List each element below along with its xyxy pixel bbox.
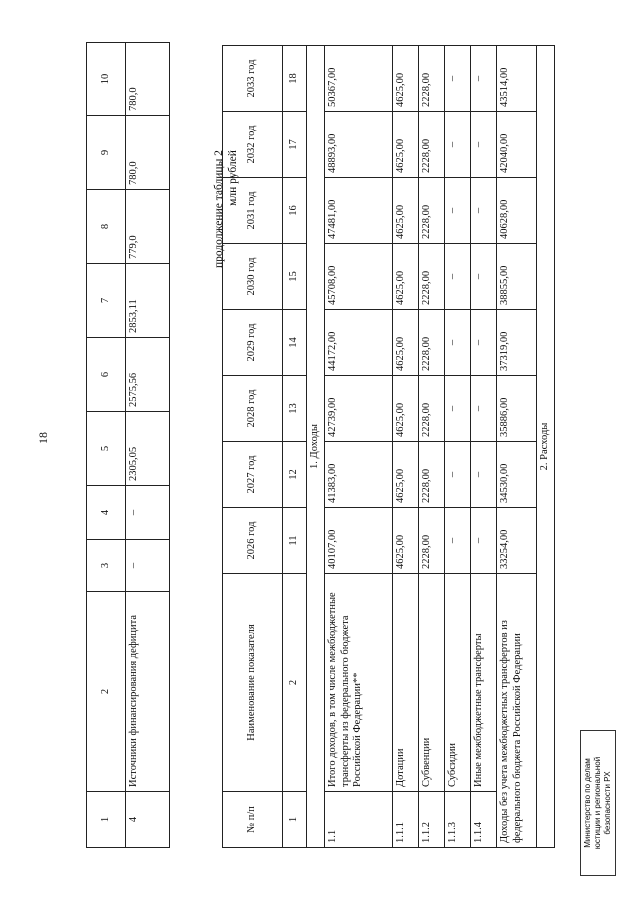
table2-cell: 44172,00 bbox=[325, 310, 393, 376]
table2-cell: Наименование показателя bbox=[223, 574, 283, 792]
table-row bbox=[497, 46, 537, 848]
table2-cell: 47481,00 bbox=[325, 178, 393, 244]
table2-cell: 2029 год bbox=[223, 310, 283, 376]
registration-stamp bbox=[580, 730, 616, 876]
table2-section-row bbox=[307, 46, 325, 848]
table2-cell: 11 bbox=[283, 508, 307, 574]
table2-cell: 17 bbox=[283, 112, 307, 178]
table2-header-row bbox=[223, 46, 283, 848]
table2-cell: 1.1 bbox=[325, 792, 393, 848]
table2-cell: 37319,00 bbox=[497, 310, 537, 376]
table2-cell: – bbox=[471, 508, 497, 574]
table1-header-cell: 10 bbox=[87, 43, 126, 116]
table1-cell: 2575,56 bbox=[126, 338, 170, 412]
table1-cell: 2305,05 bbox=[126, 412, 170, 486]
table1-cell: – bbox=[126, 486, 170, 540]
table2-cell: 12 bbox=[283, 442, 307, 508]
table2 bbox=[222, 45, 555, 848]
table1-cell: 2853,11 bbox=[126, 264, 170, 338]
table2-cell: 4625,00 bbox=[393, 112, 419, 178]
stamp-line: юстиции и региональной bbox=[593, 756, 602, 850]
table2-cell: 4625,00 bbox=[393, 310, 419, 376]
table2-cell: 2027 год bbox=[223, 442, 283, 508]
table1-cell: 779,0 bbox=[126, 190, 170, 264]
page-number: 18 bbox=[36, 432, 50, 444]
table2-cell: 4625,00 bbox=[393, 442, 419, 508]
table2-cell: 33254,00 bbox=[497, 508, 537, 574]
table2-section-row bbox=[537, 46, 555, 848]
table2-cell: 2033 год bbox=[223, 46, 283, 112]
table2-cell: 1.1.2 bbox=[419, 792, 445, 848]
table1 bbox=[86, 42, 170, 848]
table2-cell: 4625,00 bbox=[393, 376, 419, 442]
table2-cell: 2228,00 bbox=[419, 310, 445, 376]
table2-cell: 2228,00 bbox=[419, 46, 445, 112]
table2-cell: – bbox=[445, 244, 471, 310]
table2-cell: 2030 год bbox=[223, 244, 283, 310]
table2-cell: 40628,00 bbox=[497, 178, 537, 244]
table2-cell: – bbox=[471, 376, 497, 442]
table2-cell: – bbox=[471, 178, 497, 244]
table1-cell: 4 bbox=[126, 792, 170, 848]
table2-cell: 2228,00 bbox=[419, 376, 445, 442]
table2-cell: 18 bbox=[283, 46, 307, 112]
continuation-units: млн рублей bbox=[227, 150, 239, 206]
table2-cell: Итого доходов, в том числе межбюджетные трансферты из федерального бюджета Российской Федерации** bbox=[325, 574, 393, 792]
table2-cell: 2228,00 bbox=[419, 112, 445, 178]
table2-cell: 2. Расходы bbox=[537, 46, 555, 848]
table2-cell: 45708,00 bbox=[325, 244, 393, 310]
table2-cell: Субвенции bbox=[419, 574, 445, 792]
table2-cell: № п/п bbox=[223, 792, 283, 848]
table2-cell: 2032 год bbox=[223, 112, 283, 178]
table2-cell: – bbox=[445, 508, 471, 574]
table1-header-cell: 6 bbox=[87, 338, 126, 412]
table2-cell: 1.1.1 bbox=[393, 792, 419, 848]
table2-cell: 16 bbox=[283, 178, 307, 244]
table2-cell: – bbox=[445, 178, 471, 244]
table1-header-cell: 2 bbox=[87, 592, 126, 792]
stamp-line: Министерство по делам bbox=[583, 758, 592, 848]
table2-cell: 13 bbox=[283, 376, 307, 442]
table2-cell: 4625,00 bbox=[393, 244, 419, 310]
table-row bbox=[126, 43, 170, 848]
table2-cell: Доходы без учета межбюджетных трансфертов из федерального бюджета Российской Федерации bbox=[497, 574, 537, 848]
continuation-title: продолжение таблицы 2 bbox=[213, 150, 225, 268]
table1-header-cell: 7 bbox=[87, 264, 126, 338]
table2-cell: 2228,00 bbox=[419, 244, 445, 310]
table1-header-cell: 4 bbox=[87, 486, 126, 540]
table2-cell: Дотации bbox=[393, 574, 419, 792]
table2-cell: 42739,00 bbox=[325, 376, 393, 442]
table2-cell: 4625,00 bbox=[393, 178, 419, 244]
table2-cell: – bbox=[471, 244, 497, 310]
table1-header-cell: 3 bbox=[87, 540, 126, 592]
table2-cell: 38855,00 bbox=[497, 244, 537, 310]
table2-cell: 41383,00 bbox=[325, 442, 393, 508]
table2-cell: – bbox=[445, 310, 471, 376]
table2-cell: 2228,00 bbox=[419, 508, 445, 574]
table1-header-cell: 5 bbox=[87, 412, 126, 486]
table2-cell: 2228,00 bbox=[419, 442, 445, 508]
table2-cell: 34530,00 bbox=[497, 442, 537, 508]
table2-cell: 2028 год bbox=[223, 376, 283, 442]
table2-cell: 15 bbox=[283, 244, 307, 310]
table2-cell: – bbox=[445, 112, 471, 178]
table2-cell: 4625,00 bbox=[393, 46, 419, 112]
table2-cell: – bbox=[445, 442, 471, 508]
table1-header-cell: 9 bbox=[87, 116, 126, 190]
table2-cell: 1 bbox=[283, 792, 307, 848]
table1-cell: 780,0 bbox=[126, 116, 170, 190]
table-row bbox=[419, 46, 445, 848]
table2-cell: – bbox=[471, 46, 497, 112]
table2-cell: 40107,00 bbox=[325, 508, 393, 574]
stamp-line: безопасности РХ bbox=[603, 771, 612, 835]
table-row bbox=[471, 46, 497, 848]
table2-cell: 4625,00 bbox=[393, 508, 419, 574]
table2-cell: 2228,00 bbox=[419, 178, 445, 244]
table1-header-cell: 1 bbox=[87, 792, 126, 848]
table1-cell: 780,0 bbox=[126, 43, 170, 116]
table2-cell: – bbox=[471, 442, 497, 508]
table2-cell: Иные межбюджетные трансферты bbox=[471, 574, 497, 792]
table-row bbox=[393, 46, 419, 848]
table2-cell: Субсидии bbox=[445, 574, 471, 792]
table2-cell: – bbox=[445, 376, 471, 442]
table2-cell: 1.1.4 bbox=[471, 792, 497, 848]
table2-cell: 43514,00 bbox=[497, 46, 537, 112]
table2-cell: – bbox=[445, 46, 471, 112]
table-row bbox=[445, 46, 471, 848]
table1-header-row bbox=[87, 43, 126, 848]
table2-cell: 48893,00 bbox=[325, 112, 393, 178]
table2-cell: – bbox=[471, 112, 497, 178]
table2-container bbox=[222, 46, 559, 848]
table2-cell: 35886,00 bbox=[497, 376, 537, 442]
table2-cell: 1.1.3 bbox=[445, 792, 471, 848]
table1-header-cell: 8 bbox=[87, 190, 126, 264]
table2-cell: 14 bbox=[283, 310, 307, 376]
table2-cell: 2026 год bbox=[223, 508, 283, 574]
table2-colnum-row bbox=[283, 46, 307, 848]
table2-cell: 1. Доходы bbox=[307, 46, 325, 848]
table2-cell: 42040,00 bbox=[497, 112, 537, 178]
table2-cell: 2 bbox=[283, 574, 307, 792]
table-row bbox=[325, 46, 393, 848]
table1-cell: – bbox=[126, 540, 170, 592]
table2-cell: – bbox=[471, 310, 497, 376]
table1-cell: Источники финансирования дефицита bbox=[126, 592, 170, 792]
table2-cell: 2031 год bbox=[223, 178, 283, 244]
table2-cell: 50367,00 bbox=[325, 46, 393, 112]
table1-container bbox=[86, 43, 170, 848]
